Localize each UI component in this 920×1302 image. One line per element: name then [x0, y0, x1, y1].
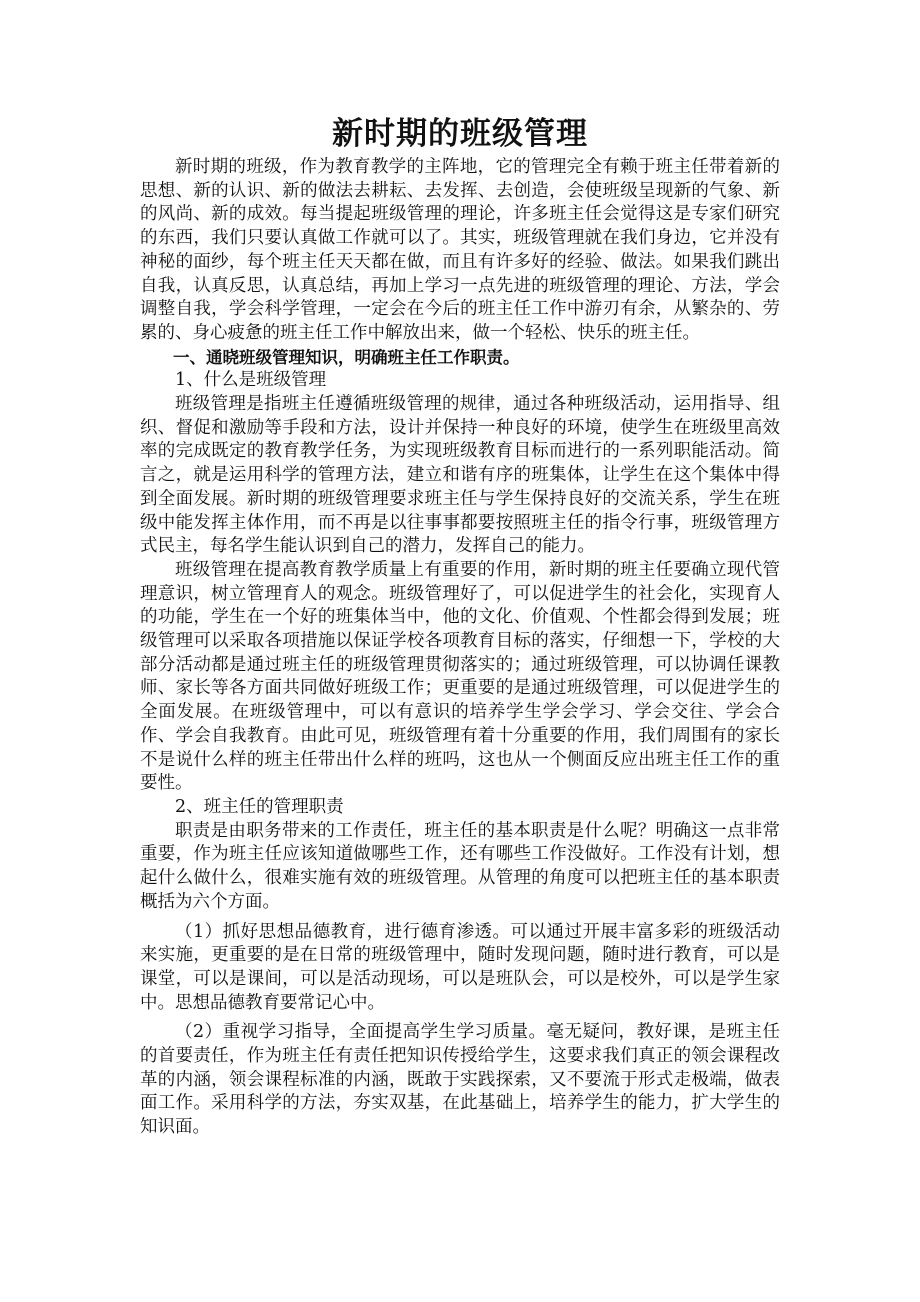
- section-heading: 一、通晓班级管理知识，明确班主任工作职责。: [173, 347, 520, 367]
- document-page: [140, 112, 780, 1140]
- body-paragraph: 班级管理在提高教育教学质量上有重要的作用，新时期的班主任要确立现代管理意识，树立管理育人的观念。班级管理好了，可以促进学生的社会化，实现育人的功能，学生在一个好的班集体当中，他的文化、价值观、个性都会得到发展；班级管理可以采取各项措施以保证学校各项教育目标的落实，仔细想一下，学校的大部分活动都是通过班主任的班级管理贯彻落实的；通过班级管理，可以协调任课教师、家长等各方面共同做好班级工作；更重要的是通过班级管理，可以促进学生的全面发展。在班级管理中，可以有意识的培养学生学会学习、学会交往、学会合作、学会自我教育。由此可见，班级管理有着十分重要的作用，我们周围有的家长不是说什么样的班主任带出什么样的班吗，这也从一个侧面反应出班主任工作的重要性。: [140, 559, 780, 794]
- list-item: （2）重视学习指导，全面提高学生学习质量。毫无疑问，教好课，是班主任的首要责任，作为班主任有责任把知识传授给学生，这要求我们真正的领会课程改革的内涵，领会课程标准的内涵，既敢于实践探索，又不要流于形式走极端，做表面工作。采用科学的方法，夯实双基，在此基础上，培养学生的能力，扩大学生的知识面。: [140, 1022, 780, 1138]
- intro-paragraph: 新时期的班级，作为教育教学的主阵地，它的管理完全有赖于班主任带着新的思想、新的认识、新的做法去耕耘、去发挥、去创造，会使班级呈现新的气象、新的风尚、新的成效。每当提起班级管理的理论，许多班主任会觉得这是专家们研究的东西，我们只要认真做工作就可以了。其实，班级管理就在我们身边，它并没有神秘的面纱，每个班主任天天都在做，而且有许多好的经验、做法。如果我们跳出自我，认真反思，认真总结，再加上学习一点先进的班级管理的理论、方法，学会调整自我，学会科学管理，一定会在今后的班主任工作中游刃有余，从繁杂的、劳累的、身心疲惫的班主任工作中解放出来，做一个轻松、快乐的班主任。: [140, 157, 780, 343]
- subsection-heading: 1、什么是班级管理: [175, 370, 327, 391]
- subsection-heading: 2、班主任的管理职责: [175, 796, 344, 817]
- body-paragraph: 班级管理是指班主任遵循班级管理的规律，通过各种班级活动，运用指导、组织、督促和激励等手段和方法，设计并保持一种良好的环境，使学生在班级里高效率的完成既定的教育教学任务，为实现班级教育目标而进行的一系列职能活动。简言之，就是运用科学的管理方法，建立和谐有序的班集体，让学生在这个集体中得到全面发展。新时期的班级管理要求班主任与学生保持良好的交流关系，学生在班级中能发挥主体作用，而不再是以往事事都要按照班主任的指令行事，班级管理方式民主，每名学生能认识到自己的潜力，发挥自己的能力。: [140, 394, 780, 557]
- list-item: （1）抓好思想品德教育，进行德育渗透。可以通过开展丰富多彩的班级活动来实施，更重要的是在日常的班级管理中，随时发现问题，随时进行教育，可以是课堂，可以是课间，可以是活动现场，可以是班队会，可以是校外，可以是学生家中。思想品德教育要常记心中。: [140, 921, 780, 1013]
- document-title: 新时期的班级管理: [332, 116, 588, 152]
- body-paragraph: 职责是由职务带来的工作责任，班主任的基本职责是什么呢？明确这一点非常重要，作为班主任应该知道做哪些工作，还有哪些工作没做好。工作没有计划，想起什么做什么，很难实施有效的班级管理。从管理的角度可以把班主任的基本职责概括为六个方面。: [140, 820, 780, 912]
